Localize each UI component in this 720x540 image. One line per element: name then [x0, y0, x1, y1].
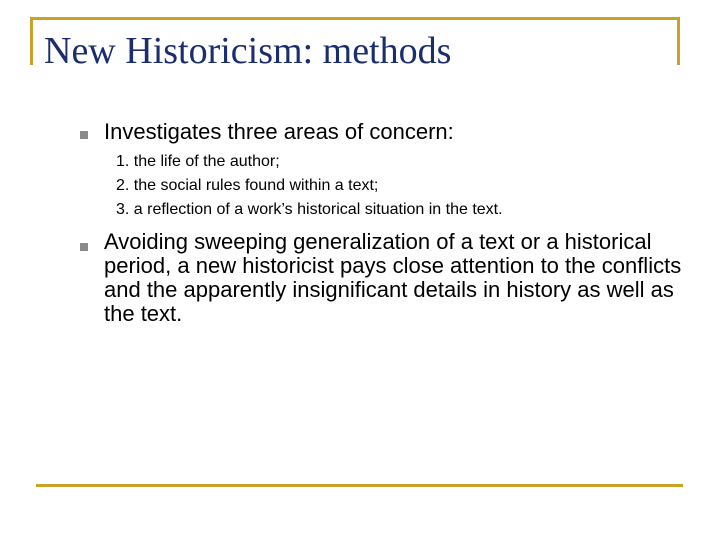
- list-item: 3. a reflection of a work’s historical situation in the text.: [116, 201, 503, 218]
- list-item: 1. the life of the author;: [116, 153, 280, 170]
- top-rule: [30, 17, 677, 20]
- bottom-rule: [36, 484, 683, 487]
- left-rule: [30, 17, 33, 65]
- slide-title: New Historicism: methods: [44, 30, 452, 72]
- square-bullet-icon: [80, 243, 88, 251]
- bullet-text: Investigates three areas of concern:: [104, 119, 454, 144]
- bullet-text: Avoiding sweeping generalization of a text or a historical period, a new historicist pays close attention to the conflicts and the apparently insignificant details in history as well as the text.: [104, 229, 682, 326]
- list-item: 2. the social rules found within a text;: [116, 177, 379, 194]
- right-rule: [677, 17, 680, 65]
- square-bullet-icon: [80, 131, 88, 139]
- concern-list: [116, 150, 503, 222]
